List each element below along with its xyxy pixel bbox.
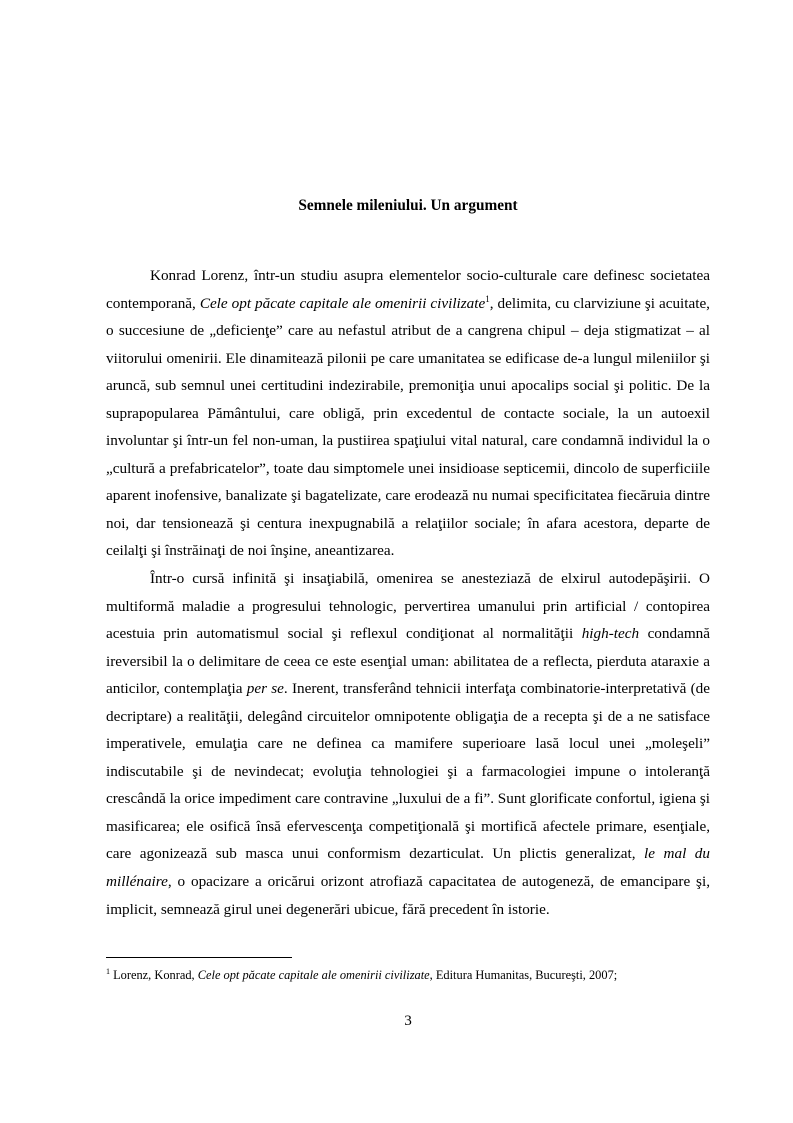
footnote-publication: , Editura Humanitas, Bucureşti, 2007; (429, 968, 618, 982)
paragraph-2-text-part-1: Într-o cursă infinită şi insaţiabilă, omenirea se anesteziază de elxirul autodepăşirii. O multiformă maladie a progresului tehnologic, pervertirea umanului prin artificial / contopirea acestuia prin automatismul social şi reflexul condiţionat al normalităţii (106, 570, 710, 643)
footnote (106, 967, 710, 983)
book-title-italic: Cele opt păcate capitale ale omenirii civilizate (199, 294, 486, 312)
footnote-number: 1 (106, 967, 110, 976)
paragraph-2-text-part-4: , o opacizare a oricărui orizont atrofiază capacitatea de autogeneză, de emancipare şi, implicit, semnează girul unei degenerări ubicue, fără precedent în istorie. (106, 873, 710, 918)
page-number: 3 (404, 1012, 412, 1029)
paragraph-2-text-part-3: . Inerent, transferând tehnicii interfaţa combinatorie-interpretativă (de decriptare) a realităţii, delegând circuitelor omnipotente obligaţia de a recepta şi de a ne satisface imperativele, emulaţia care ne definea ca mamifere superioare lasă locul unei „moleşeli” indiscutabile şi de nevindecat; evoluţia tehnologiei şi a farmacologiei impune o intoleranţă crescândă la orice impediment care contravine „luxului de a fi”. Sunt glorificate confortul, igiena şi masificarea; ele osifică însă efervescenţa competiţională şi mortifică afectele primare, esenţiale, care agonizează sub masca unui conformism dezarticulat. Un plictis generalizat, (106, 680, 711, 863)
paragraph-2-text-part-2: condamnă ireversibil la o delimitare de ceea ce este esenţial uman: abilitatea de a reflecta, pierduta ataraxie a anticilor, contemplaţia (106, 625, 710, 698)
paragraph-1-text-end: , delimita, cu clarviziune şi acuitate, o succesiune de „deficienţe” care au nefastul atribut de a cangrena chipul – deja stigmatizat – al viitorului omenirii. Ele dinamitează pilonii pe care umanitatea se edificase de-a lungul mileniilor şi aruncă, sub semnul unei certitudini indezirabile, premoniţia unui apocalips social şi politic. De la suprapopularea Pământului, care obligă, prin excedentul de contacte sociale, la un autoexil involuntar şi într-un fel non-uman, la pustiirea spaţiului vital natural, care condamnă individul la o „cultură a prefabricatelor”, toate dau simptomele unei insidioase septicemii, dincolo de superficiile aparent inofensive, banalizate şi bagatelizate, care erodează nu numai specificitatea fiecăruia dintre noi, dar tensionează şi centura inexpugnabilă a relaţiilor sociale; în afara acestora, departe de ceilalţi şi înstrăinaţi de noi înşine, aneantizarea. (106, 294, 710, 560)
page-title: Semnele mileniului. Un argument (298, 197, 518, 214)
footnote-book-title: Cele opt păcate capitale ale omenirii civilizate (197, 968, 430, 982)
italic-le-mal-du-millenaire: le mal du millénaire (106, 845, 710, 891)
italic-per-se: per se (246, 680, 284, 698)
footnote-author: Lorenz, Konrad, (110, 968, 198, 982)
paragraph-2 (106, 565, 710, 923)
footnote-separator (106, 957, 292, 958)
paragraph-1 (106, 262, 710, 565)
footnote-reference: 1 (485, 293, 490, 304)
body-text (106, 262, 710, 923)
italic-high-tech: high-tech (581, 625, 640, 643)
paragraph-1-text-start: Konrad Lorenz, într-un studiu asupra elementelor socio-culturale care definesc societatea contemporană, (106, 267, 710, 312)
